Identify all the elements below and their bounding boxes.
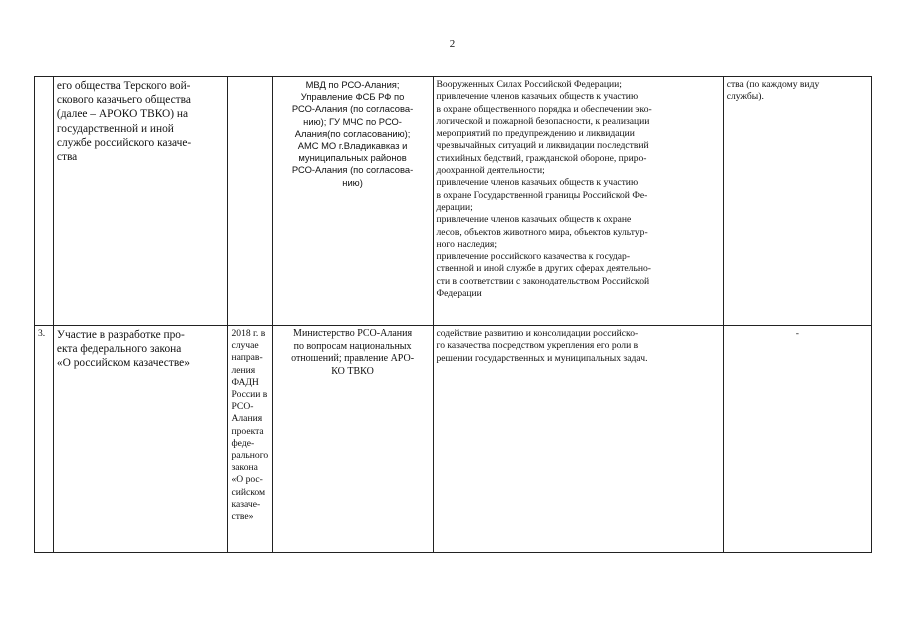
event-cell: его общества Терского вой- скового казачьего общества (далее – АРОКО ТВКО) на государственной и иной службе российского казаче- ства xyxy=(53,77,228,326)
result-cell: Вооруженных Силах Российской Федерации; привлечение членов казачьих обществ к участию в охране общественного порядка и обеспечении эко- логической и пожарной безопасности, к реализации мероприятий по предупреждению и ликвидации чрезвычайных ситуаций и ликвидации последствий стихийных бедствий, гражданской обороне, приро- доохранной деятельности; привлечение членов казачьих обществ к участию в охране Государственной границы Российской Фе- дерации; привлечение членов казачьих обществ к охране лесов, объектов животного мира, объектов культур- ного наследия; привлечение российского казачества к государ- ственной и иной службе в других сферах деятельно- сти в соответствии с законодательством Российской Федерации xyxy=(433,77,723,326)
row-number-cell xyxy=(35,77,54,326)
term-cell: 2018 г. в случае направ- ления ФАДН России в РСО- Алания проекта феде- рального закона «О рос- сийском казаче- стве» xyxy=(228,326,272,553)
row-number-cell: 3. xyxy=(35,326,54,553)
event-cell: Участие в разработке про- екта федерального закона «О российском казачестве» xyxy=(53,326,228,553)
result-cell: содействие развитию и консолидации российско- го казачества посредством укрепления его роли в решении государственных и муниципальных задач. xyxy=(433,326,723,553)
indicator-cell: ства (по каждому виду службы). xyxy=(723,77,871,326)
events-table xyxy=(34,76,872,553)
table-row xyxy=(35,77,872,326)
responsible-cell: Министерство РСО-Алания по вопросам национальных отношений; правление АРО- КО ТВКО xyxy=(272,326,433,553)
responsible-cell: МВД по РСО-Алания; Управление ФСБ РФ по РСО-Алания (по согласова- нию); ГУ МЧС по РСО- Алания(по согласованию); АМС МО г.Владикавказ и муниципальных районов РСО-Алания (по согласова- нию) xyxy=(272,77,433,326)
page-number: 2 xyxy=(449,38,456,50)
indicator-cell: - xyxy=(723,326,871,553)
table-row xyxy=(35,326,872,553)
term-cell xyxy=(228,77,272,326)
